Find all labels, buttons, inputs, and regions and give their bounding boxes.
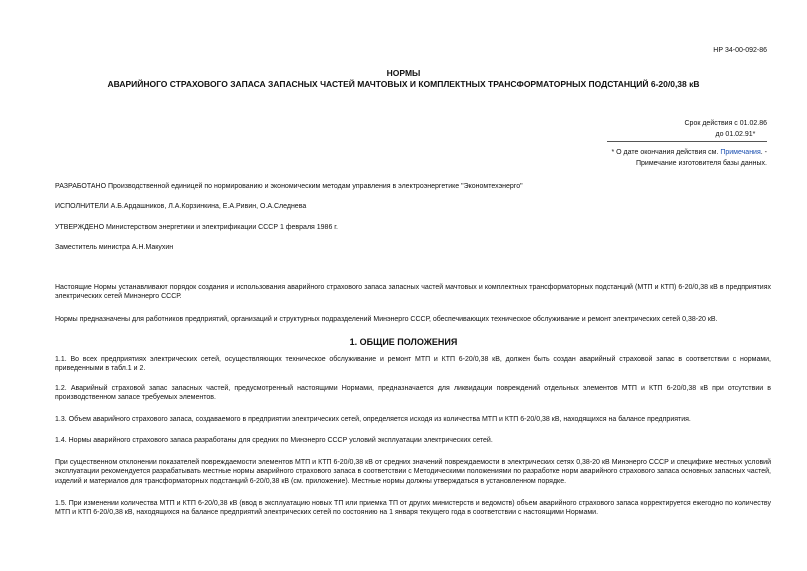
developed-by: РАЗРАБОТАНО Производственной единицей по нормированию и экономическим методам управления в электроэнергетике "Экономтехэнерго" bbox=[55, 183, 523, 190]
validity-period bbox=[685, 118, 768, 140]
title-line-1: НОРМЫ bbox=[386, 68, 421, 78]
note-line-2: Примечание изготовителя базы данных. bbox=[635, 160, 767, 168]
document-number: НР 34-00-092-86 bbox=[713, 47, 767, 54]
validity-to: до 01.02.91* bbox=[715, 131, 756, 139]
paragraph-1-2: 1.2. Аварийный страховой запас запасных частей, предусмотренный настоящими Нормами, предназначается для ликвидации повреждений отдельных элементов МТП и КТП 6-20/0,38 кВ при отсутствии в производственном запасе требуемых элементов. bbox=[55, 385, 771, 402]
intro-paragraph-1: Настоящие Нормы устанавливают порядок создания и использования аварийного страхового запаса запасных частей мачтовых и комплектных трансформаторных подстанций (МТП и КТП) 6-20/0,38 кВ в предприятиях электрических сетей Минэнерго СССР. bbox=[55, 284, 771, 301]
deputy-minister: Заместитель министра А.Н.Макухин bbox=[55, 244, 174, 251]
paragraph-1-4-cont: При существенном отклонении показателей повреждаемости элементов МТП и КТП 6-20/0,38 кВ от средних значений повреждаемости в электрических сетях 0,38-20 кВ Минэнерго СССР и специфике местных условий эксплуатации рекомендуется разрабатывать местные нормы аварийного страхового запаса в соответствии с Методическими положениями по разработке норм аварийного страхового запаса основных запасных частей, изделий и материалов для трансформаторных подстанций 6-20/0,38 кВ (см. приложение). Местные нормы должны утверждаться в установленном порядке. bbox=[55, 459, 771, 485]
database-note bbox=[611, 147, 767, 169]
validity-from: Срок действия с 01.02.86 bbox=[684, 120, 767, 127]
approved-by: УТВЕРЖДЕНО Министерством энергетики и электрификации СССР 1 февраля 1986 г. bbox=[55, 224, 338, 231]
intro-paragraph-2: Нормы предназначены для работников предприятий, организаций и структурных подразделений Минэнерго СССР, обеспечивающих техническое обслуживание и ремонт электрических сетей 0,38-20 кВ. bbox=[55, 316, 718, 323]
executors: ИСПОЛНИТЕЛИ А.Б.Ардашников, Л.А.Корзинкина, Е.А.Ривин, О.А.Следнева bbox=[55, 203, 307, 210]
paragraph-1-3: 1.3. Объем аварийного страхового запаса, создаваемого в предприятии электрических сетей, определяется исходя из количества МТП и КТП 6-20/0,38 кВ, находящихся на балансе предприятия. bbox=[55, 416, 691, 423]
paragraph-1-4: 1.4. Нормы аварийного страхового запаса разработаны для средних по Минэнерго СССР условий эксплуатации электрических сетей. bbox=[55, 437, 493, 444]
title-line-2: АВАРИЙНОГО СТРАХОВОГО ЗАПАСА ЗАПАСНЫХ ЧАСТЕЙ МАЧТОВЫХ И КОМПЛЕКТНЫХ ТРАНСФОРМАТОРНЫХ ПОДСТАНЦИЙ 6-20/0,38 кВ bbox=[107, 79, 700, 90]
document-title bbox=[0, 68, 807, 91]
paragraph-1-5: 1.5. При изменении количества МТП и КТП 6-20/0,38 кВ (ввод в эксплуатацию новых ТП или приемка ТП от других министерств и ведомств) объем аварийного страхового запаса корректируется ежегодно по количеству МТП и КТП 6-20/0,38 кВ, находящихся на балансе предприятий электрических сетей по состоянию на 1 января текущего года в соответствии с настоящими Нормами. bbox=[55, 500, 771, 517]
note-prefix: * О дате окончания действия см. bbox=[611, 149, 719, 156]
paragraph-1-1: 1.1. Во всех предприятиях электрических сетей, осуществляющих техническое обслуживание и ремонт МТП и КТП 6-20/0,38 кВ, должен быть создан аварийный страховой запас в соответствии с нормами, приведенными в табл.1 и 2. bbox=[55, 356, 771, 373]
note-divider bbox=[607, 141, 767, 142]
note-line-1 bbox=[611, 147, 767, 158]
section-heading: 1. ОБЩИЕ ПОЛОЖЕНИЯ bbox=[349, 337, 458, 347]
note-suffix: . - bbox=[760, 149, 767, 156]
note-link[interactable]: Примечания bbox=[720, 149, 761, 156]
